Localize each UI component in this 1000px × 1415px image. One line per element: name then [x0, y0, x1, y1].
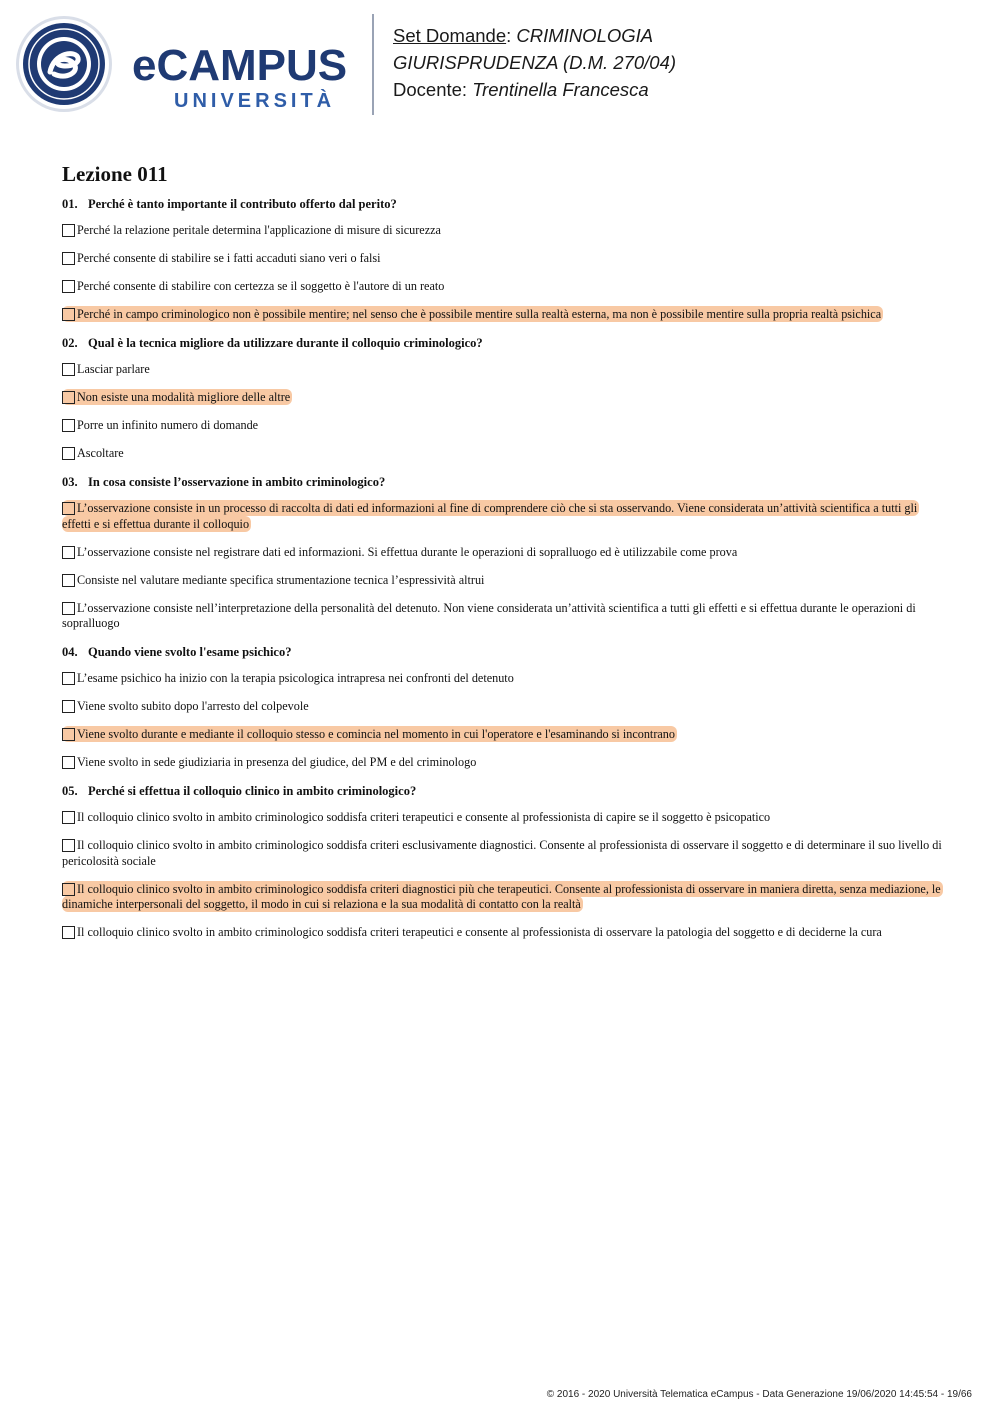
- question-number: 02.: [62, 336, 78, 350]
- answer-checkbox[interactable]: [62, 672, 75, 685]
- answer-option: [62, 446, 942, 462]
- question-title: [62, 335, 942, 351]
- answer-text: Non esiste una modalità migliore delle altre: [77, 390, 291, 404]
- question-05: [62, 783, 942, 941]
- answer-checkbox[interactable]: [62, 728, 75, 741]
- answer-option: [62, 251, 942, 267]
- answer-highlight: [62, 418, 258, 432]
- answer-highlight: [62, 838, 942, 868]
- answer-option: [62, 418, 942, 434]
- answer-option: [62, 925, 942, 941]
- answer-checkbox[interactable]: [62, 602, 75, 615]
- question-03: [62, 474, 942, 632]
- answer-option-correct: [62, 727, 942, 743]
- answer-text: Ascoltare: [77, 446, 124, 460]
- answer-highlight: [62, 810, 770, 824]
- answer-highlight: [62, 500, 919, 532]
- answer-option: [62, 362, 942, 378]
- set-value: CRIMINOLOGIA: [516, 25, 654, 46]
- answer-checkbox[interactable]: [62, 363, 75, 376]
- header-info: [393, 22, 676, 103]
- answer-text: Il colloquio clinico svolto in ambito criminologico soddisfa criteri terapeutici e consente al professionista di capire se il soggetto è psicopatico: [77, 810, 771, 824]
- question-text: Qual è la tecnica migliore da utilizzare durante il colloquio criminologico?: [88, 336, 483, 350]
- question-title: [62, 196, 942, 212]
- answer-checkbox[interactable]: [62, 756, 75, 769]
- answer-option: [62, 573, 942, 589]
- question-01: [62, 196, 942, 323]
- answer-option-correct: [62, 882, 942, 913]
- answer-text: Perché in campo criminologico non è possibile mentire; nel senso che è possibile mentire sulla realtà esterna, ma non è possibile mentire sulla propria realtà psichica: [77, 307, 882, 321]
- question-title: [62, 783, 942, 799]
- answer-checkbox[interactable]: [62, 502, 75, 515]
- answer-highlight: [62, 251, 381, 265]
- question-text: Perché è tanto importante il contributo offerto dal perito?: [88, 197, 397, 211]
- header-divider: [372, 14, 374, 115]
- question-set: [62, 160, 942, 953]
- answer-checkbox[interactable]: [62, 391, 75, 404]
- answer-checkbox[interactable]: [62, 926, 75, 939]
- answer-option-correct: [62, 307, 942, 323]
- question-list: [62, 196, 942, 941]
- answer-text: L’osservazione consiste nell’interpretazione della personalità del detenuto. Non viene considerata un’attività scientifica a tutti gli effetti e si effettua durante le operazioni di sopralluogo: [62, 600, 916, 630]
- set-label: Set Domande: [393, 25, 507, 46]
- logo-seal-icon: [16, 16, 112, 112]
- answer-highlight: [62, 279, 444, 293]
- answer-highlight: [62, 755, 476, 769]
- answer-text: L’osservazione consiste in un processo di raccolta di dati ed informazioni al fine di comprendere ciò che si sta osservando. Viene considerata un’attività scientifica a tutti gli effetti e si effettua durante il colloquio: [62, 501, 918, 531]
- answer-highlight: [62, 223, 441, 237]
- answer-text: Viene svolto subito dopo l'arresto del colpevole: [77, 699, 309, 713]
- question-text: Perché si effettua il colloquio clinico in ambito criminologico?: [88, 784, 417, 798]
- answer-checkbox[interactable]: [62, 811, 75, 824]
- answer-checkbox[interactable]: [62, 252, 75, 265]
- question-number: 05.: [62, 784, 78, 798]
- answer-text: Il colloquio clinico svolto in ambito criminologico soddisfa criteri terapeutici e consente al professionista di osservare la patologia del soggetto e di deciderne la cura: [77, 925, 882, 939]
- answer-checkbox[interactable]: [62, 883, 75, 896]
- answer-text: Il colloquio clinico svolto in ambito criminologico soddisfa criteri esclusivamente diagnostici. Consente al professionista di osservare il soggetto e di determinare il suo livello di pericolosità sociale: [62, 838, 942, 868]
- answer-text: Consiste nel valutare mediante specifica strumentazione tecnica l’espressività altrui: [77, 572, 485, 587]
- question-04: [62, 644, 942, 771]
- answer-text: Perché consente di stabilire con certezza se il soggetto è l'autore di un reato: [77, 279, 445, 293]
- answer-text: Il colloquio clinico svolto in ambito criminologico soddisfa criteri diagnostici più che terapeutici. Consente al professionista di osservare in maniera diretta, senza mediazione, le dinamiche interpersonali del soggetto, il modo in cui si relaziona e la sua modalità di contatto con la realtà: [62, 881, 941, 911]
- answer-option: [62, 545, 942, 561]
- question-text: In cosa consiste l’osservazione in ambito criminologico?: [88, 475, 386, 489]
- question-number: 03.: [62, 475, 78, 489]
- question-text: Quando viene svolto l'esame psichico?: [88, 645, 292, 659]
- answer-highlight: [62, 881, 943, 913]
- answer-highlight: [62, 601, 916, 631]
- question-number: 04.: [62, 645, 78, 659]
- answer-text: Perché la relazione peritale determina l'applicazione di misure di sicurezza: [77, 223, 441, 237]
- answer-option: [62, 699, 942, 715]
- answer-highlight: [62, 573, 484, 587]
- answer-option: [62, 279, 942, 295]
- question-title: [62, 644, 942, 660]
- answer-option: [62, 223, 942, 239]
- answer-checkbox[interactable]: [62, 419, 75, 432]
- answer-highlight: [62, 726, 677, 742]
- answer-text: L’osservazione consiste nel registrare dati ed informazioni. Si effettua durante le operazioni di sopralluogo ed è utilizzabile come prova: [77, 544, 738, 559]
- answer-checkbox[interactable]: [62, 447, 75, 460]
- answer-highlight: [62, 446, 124, 460]
- ecampus-logo: [14, 14, 359, 116]
- answer-text: L’esame psichico ha inizio con la terapia psicologica intrapresa nei confronti del detenuto: [77, 671, 514, 685]
- answer-highlight: [62, 389, 292, 405]
- answer-checkbox[interactable]: [62, 700, 75, 713]
- question-number: 01.: [62, 197, 78, 211]
- answer-option-correct: [62, 501, 942, 532]
- answer-checkbox[interactable]: [62, 308, 75, 321]
- course-name: GIURISPRUDENZA (D.M. 270/04): [393, 52, 677, 73]
- teacher-label: Docente:: [393, 79, 468, 100]
- answer-option: [62, 755, 942, 771]
- answer-highlight: [62, 699, 309, 713]
- logo-wordmark: eCAMPUS: [132, 41, 348, 90]
- answer-text: Porre un infinito numero di domande: [77, 418, 259, 432]
- answer-text: Perché consente di stabilire se i fatti accaduti siano veri o falsi: [77, 251, 381, 265]
- answer-checkbox[interactable]: [62, 280, 75, 293]
- answer-text: Lasciar parlare: [77, 362, 150, 376]
- answer-highlight: [62, 545, 737, 559]
- teacher-name: Trentinella Francesca: [472, 79, 649, 100]
- answer-highlight: [62, 671, 514, 685]
- answer-option-correct: [62, 390, 942, 406]
- teacher-line: [393, 76, 676, 103]
- answer-highlight: [62, 925, 882, 939]
- answer-option: [62, 838, 942, 869]
- page-footer: © 2016 - 2020 Università Telematica eCampus - Data Generazione 19/06/2020 14:45:54 - 19/66: [546, 1389, 972, 1400]
- answer-checkbox[interactable]: [62, 839, 75, 852]
- answer-highlight: [62, 306, 883, 322]
- answer-highlight: [62, 362, 150, 376]
- set-line: Set Domande: CRIMINOLOGIA: [393, 25, 654, 46]
- answer-checkbox[interactable]: [62, 224, 75, 237]
- answer-checkbox[interactable]: [62, 546, 75, 559]
- answer-checkbox[interactable]: [62, 574, 75, 587]
- question-title: [62, 474, 942, 490]
- logo-subtext: UNIVERSITÀ: [174, 90, 336, 112]
- answer-text: Viene svolto in sede giudiziaria in presenza del giudice, del PM e del criminologo: [77, 755, 477, 769]
- answer-option: [62, 601, 942, 632]
- lesson-title: Lezione 011: [62, 162, 168, 186]
- question-02: [62, 335, 942, 462]
- answer-option: [62, 671, 942, 687]
- answer-text: Viene svolto durante e mediante il colloquio stesso e comincia nel momento in cui l'operatore e l'esaminando si incontrano: [77, 727, 675, 741]
- answer-option: [62, 810, 942, 826]
